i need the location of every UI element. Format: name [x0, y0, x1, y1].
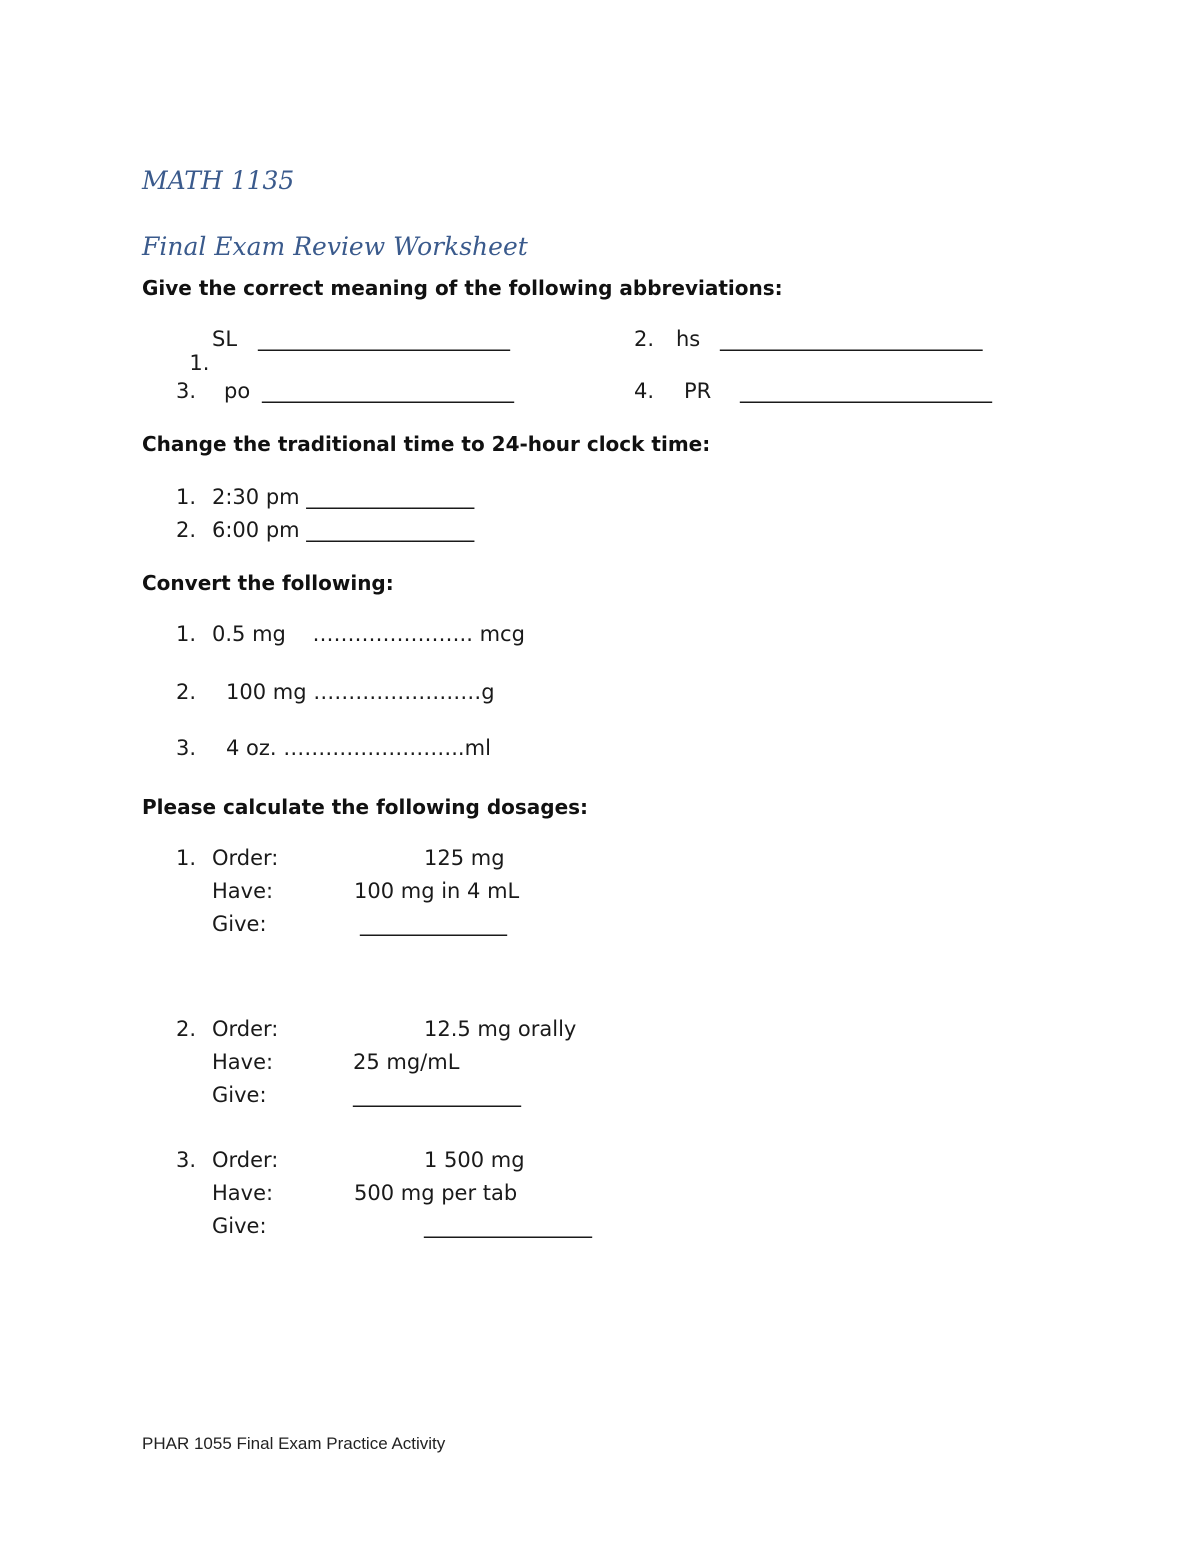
dosages-heading: Please calculate the following dosages:: [142, 795, 589, 819]
give-label: Give:: [212, 912, 267, 936]
order-value: 12.5 mg orally: [424, 1017, 577, 1041]
abbreviation-item: [176, 327, 209, 375]
order-value: 125 mg: [424, 846, 505, 870]
order-label: Order:: [212, 846, 279, 870]
order-label: Order:: [212, 1148, 279, 1172]
abbreviation-label: PR: [684, 379, 712, 403]
answer-blank[interactable]: ________________________: [740, 379, 992, 403]
answer-blank[interactable]: _________________________: [720, 327, 983, 351]
time-heading: Change the traditional time to 24-hour clock time:: [142, 432, 711, 456]
answer-blank[interactable]: ________________________: [258, 327, 510, 351]
order-label: Order:: [212, 1017, 279, 1041]
course-title: MATH 1135: [142, 166, 295, 195]
convert-item[interactable]: 4 oz. ……………………..ml: [226, 736, 491, 760]
give-blank[interactable]: ________________: [353, 1083, 521, 1107]
item-number: 2.: [176, 518, 197, 542]
item-number: 4.: [634, 379, 655, 403]
item-number: 3.: [176, 736, 197, 760]
have-value: 25 mg/mL: [353, 1050, 460, 1074]
convert-item[interactable]: 100 mg ……………………g: [226, 680, 495, 704]
give-label: Give:: [212, 1214, 267, 1238]
item-number: 1.: [176, 485, 197, 509]
item-number: 3.: [176, 1148, 197, 1172]
item-number: 1.: [189, 351, 210, 375]
abbreviation-label: hs: [676, 327, 701, 351]
time-item[interactable]: 2:30 pm ________________: [212, 485, 475, 509]
item-number: 2.: [176, 1017, 197, 1041]
have-value: 500 mg per tab: [354, 1181, 518, 1205]
time-item[interactable]: 6:00 pm ________________: [212, 518, 475, 542]
abbreviations-heading: Give the correct meaning of the following abbreviations:: [142, 276, 783, 300]
have-value: 100 mg in 4 mL: [354, 879, 520, 903]
item-number: 3.: [176, 379, 197, 403]
item-number: 2.: [176, 680, 197, 704]
worksheet-title: Final Exam Review Worksheet: [142, 232, 528, 261]
give-blank[interactable]: ________________: [424, 1214, 592, 1238]
give-label: Give:: [212, 1083, 267, 1107]
item-number: 1.: [176, 846, 197, 870]
convert-heading: Convert the following:: [142, 571, 394, 595]
have-label: Have:: [212, 1181, 274, 1205]
have-label: Have:: [212, 1050, 274, 1074]
item-number: 1.: [176, 622, 197, 646]
item-number: 2.: [634, 327, 655, 351]
give-blank[interactable]: ______________: [360, 912, 507, 936]
page-footer: PHAR 1055 Final Exam Practice Activity: [142, 1434, 446, 1453]
have-label: Have:: [212, 879, 274, 903]
order-value: 1 500 mg: [424, 1148, 525, 1172]
answer-blank[interactable]: ________________________: [262, 379, 514, 403]
convert-item[interactable]: 0.5 mg ………………….. mcg: [212, 622, 525, 646]
abbreviation-label: SL: [212, 327, 238, 351]
abbreviation-label: po: [224, 379, 251, 403]
